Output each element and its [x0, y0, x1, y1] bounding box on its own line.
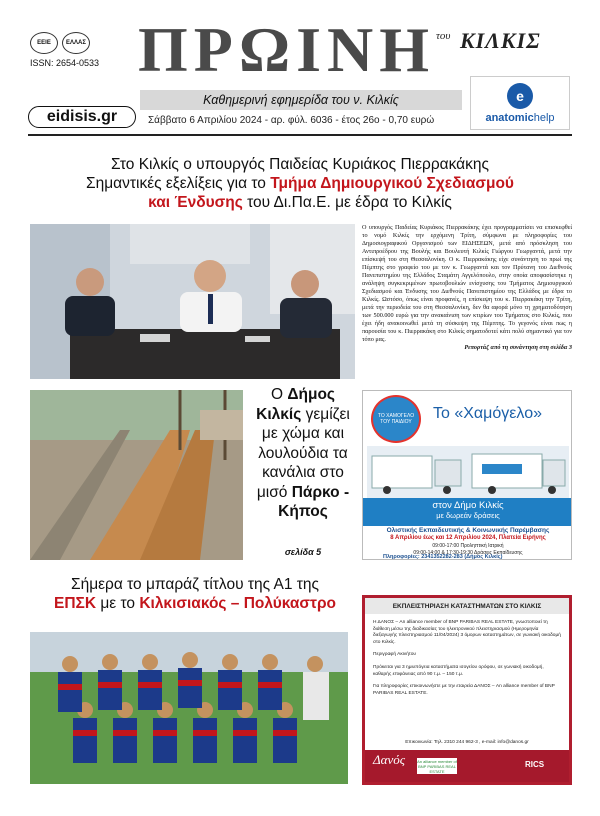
- story2-text[interactable]: Ο Δήμος Κιλκίς γεμίζει με χώμα και λουλούδια τα κανάλια στο μισό Πάρκο - Κήπος: [256, 386, 350, 520]
- dateline: Σάββατο 6 Απριλίου 2024 - αρ. φύλ. 6036 - έτος 26ο - 0,70 ευρώ: [148, 115, 435, 126]
- issn: ISSN: 2654-0533: [30, 58, 100, 68]
- ad-hamogelo[interactable]: [362, 390, 572, 560]
- article-story1-ref[interactable]: Ρεπορτάζ από τη συνάντηση στη σελίδα 3: [464, 344, 572, 351]
- danos-footer: [365, 750, 569, 782]
- newspaper-title-tou: του: [436, 30, 451, 42]
- seal-icon: ΕΕΙΕ: [30, 32, 58, 54]
- ad-anatomichelp[interactable]: [470, 76, 570, 130]
- site-badge[interactable]: eidisis.gr: [28, 106, 136, 128]
- newspaper-title: ΠΡΩΙΝΗ: [138, 14, 436, 85]
- ad-danos-auction[interactable]: [362, 595, 572, 785]
- danos-title: ΕΚΠΛΕΙΣΤΗΡΙΑΣΗ ΚΑΤΑΣΤΗΜΑΤΩΝ ΣΤΟ ΚΙΛΚΙΣ: [365, 598, 569, 614]
- photo-football-team: [30, 632, 348, 784]
- hamogelo-logo-icon: ΤΟ ΧΑΜΟΓΕΛΟ ΤΟΥ ΠΑΙΔΙΟΥ: [371, 395, 421, 443]
- danos-body: Η ΔΑΝΟΣ – An alliance member of BNP PARIBAS REAL ESTATE, γνωστοποιεί τη διάθεση μέσω της διαδικασίας του ηλεκτρονικού πλειστηριασμού (Ημερομηνία διεξαγωγής πλειστηριασμού 11/04/2024) 3 όμορων καταστημάτων, σε γωνιακή οικοδομή στο Κιλκίς. Περιγραφή Ακινήτου Πρόκειται για 3 ημιυπόγεια καταστήματα ισογείου ορόφου, σε γωνιακή οικοδομή, καθαρής επιφάνειας από 90 τ.μ. – 150 τ.μ. Για πληροφορίες επικοινωνήστε με την εταιρεία ΔΑΝΟΣ – An alliance member of BNP PARIBAS REAL ESTATE.: [373, 620, 561, 696]
- hamogelo-title: Το «Χαμόγελο»: [433, 405, 542, 422]
- newspaper-subtitle: Καθημερινή εφημερίδα του ν. Κιλκίς: [140, 90, 462, 110]
- hamogelo-schedule2: 09:00-14:00 & 17:30-19:30 Δράσεις Εκπαίδευσης: [413, 550, 523, 556]
- rics-logo: RICS: [525, 760, 545, 769]
- anatomic-logo-icon: e: [507, 83, 533, 109]
- hamogelo-band: στον Δήμο Κιλκίς με δωρεάν δράσεις: [363, 498, 572, 526]
- photo-ministers-meeting: [30, 224, 355, 379]
- hamogelo-schedule1: 09:00-17:00 Προληπτική Ιατρική: [432, 543, 504, 549]
- danos-contact: Επικοινωνία: Τηλ. 2310 244 962-3 , e-mail: info@danos.gr: [405, 740, 529, 745]
- anatomic-brand: anatomichelp: [485, 111, 555, 124]
- danos-logo: Δανός: [373, 752, 405, 767]
- certification-seals: [30, 32, 90, 54]
- hamogelo-dates: 8 Απριλίου έως και 12 Απριλίου 2024, Πλατεία Ειρήνης: [390, 535, 546, 541]
- masthead-rule: [28, 134, 572, 136]
- article-story1: Ο υπουργός Παιδείας Κυριάκος Πιερρακάκης έχει προγραμματίσει να επισκεφθεί το νομό Κιλκίς την ερχόμενη Τρίτη, σύμφωνα με πληροφορίες του Δημοσιογραφικού Οργανισμού των ΕΙΔΗΣΕΩΝ, μετά από πρόσκληση του Αντιπροέδρου της Βουλής και Βουλευτή Κιλκίς Γιώργου Γεωργαντά, μετά την επίσκεψή του στη Θεσσαλονίκη. Ο κ. Πιερρακάκης είχε συνάντηση το πρωί της Πέμπτης στο γραφείο του με τον κ. Γεωργαντά και τον Πρύτανη του Διεθνούς Πανεπιστημίου της Ελλάδος Σταμάτη Αγγελόπουλο, στην οποία αποφασίστηκε η ανάληψη συγκεκριμένων πρωτοβουλιών ενίσχυσης του Τμήματος Δημιουργικού Σχεδιασμού και Ένδυσης του Διεθνούς Πανεπιστημίου της Ελλάδος με έδρα το Κιλκίς. Ωστόσο, όπως είναι προφανές, η επίσκεψη του κ. Πιερρακάκη την Τρίτη, μετά την περιοδεία του στη Θεσσαλονίκη, δεν θα αφορά μόνο τη χρηματοδότηση των 500.000 ευρώ για την ανακαίνιση των κτιρίων του Τμήματος στο Κιλκίς, που έχει ήδη ανακοινωθεί μετά τη σύσκεψη της Πέμπτης. Το γεγονός είναι πως η παρουσία του κ. Πιερρακάκη στο Κιλκίς σηματοδοτεί κάτι πολύ σημαντικό για τον τόπο μας. Ρεπορτάζ από τη συνάντηση στη σελίδα 3: [362, 224, 572, 351]
- photo-park-canals: [30, 390, 243, 560]
- headline-story1[interactable]: Στο Κιλκίς ο υπουργός Παιδείας Κυριάκος Πιερρακάκης Σημαντικές εξελίξεις για το Τμήμα Δημιουργικού Σχεδιασμού και Ένδυσης του Δι.Πα.Ε. με έδρα το Κιλκίς: [86, 156, 514, 211]
- trucks-image: [367, 446, 569, 498]
- story2-ref[interactable]: σελίδα 5: [284, 547, 322, 557]
- seal-icon: ΕΛΛΑΣ: [62, 32, 90, 54]
- headline-story3[interactable]: Σήμερα το μπαράζ τίτλου της Α1 της ΕΠΣΚ με το Κιλκισιακός – Πολύκαστρο: [53, 576, 337, 612]
- bnp-paribas-logo: An alliance member of BNP PARIBAS REAL ESTATE: [417, 758, 457, 774]
- hamogelo-line1: Ολιστικής Εκπαιδευτικής & Κοινωνικής Παρέμβασης: [386, 527, 550, 534]
- newspaper-title-place: ΚΙΛΚΙΣ: [460, 28, 541, 53]
- hamogelo-phone: Πληροφορίες: 2341352282-283 (Δήμος Κιλκίς): [383, 554, 503, 560]
